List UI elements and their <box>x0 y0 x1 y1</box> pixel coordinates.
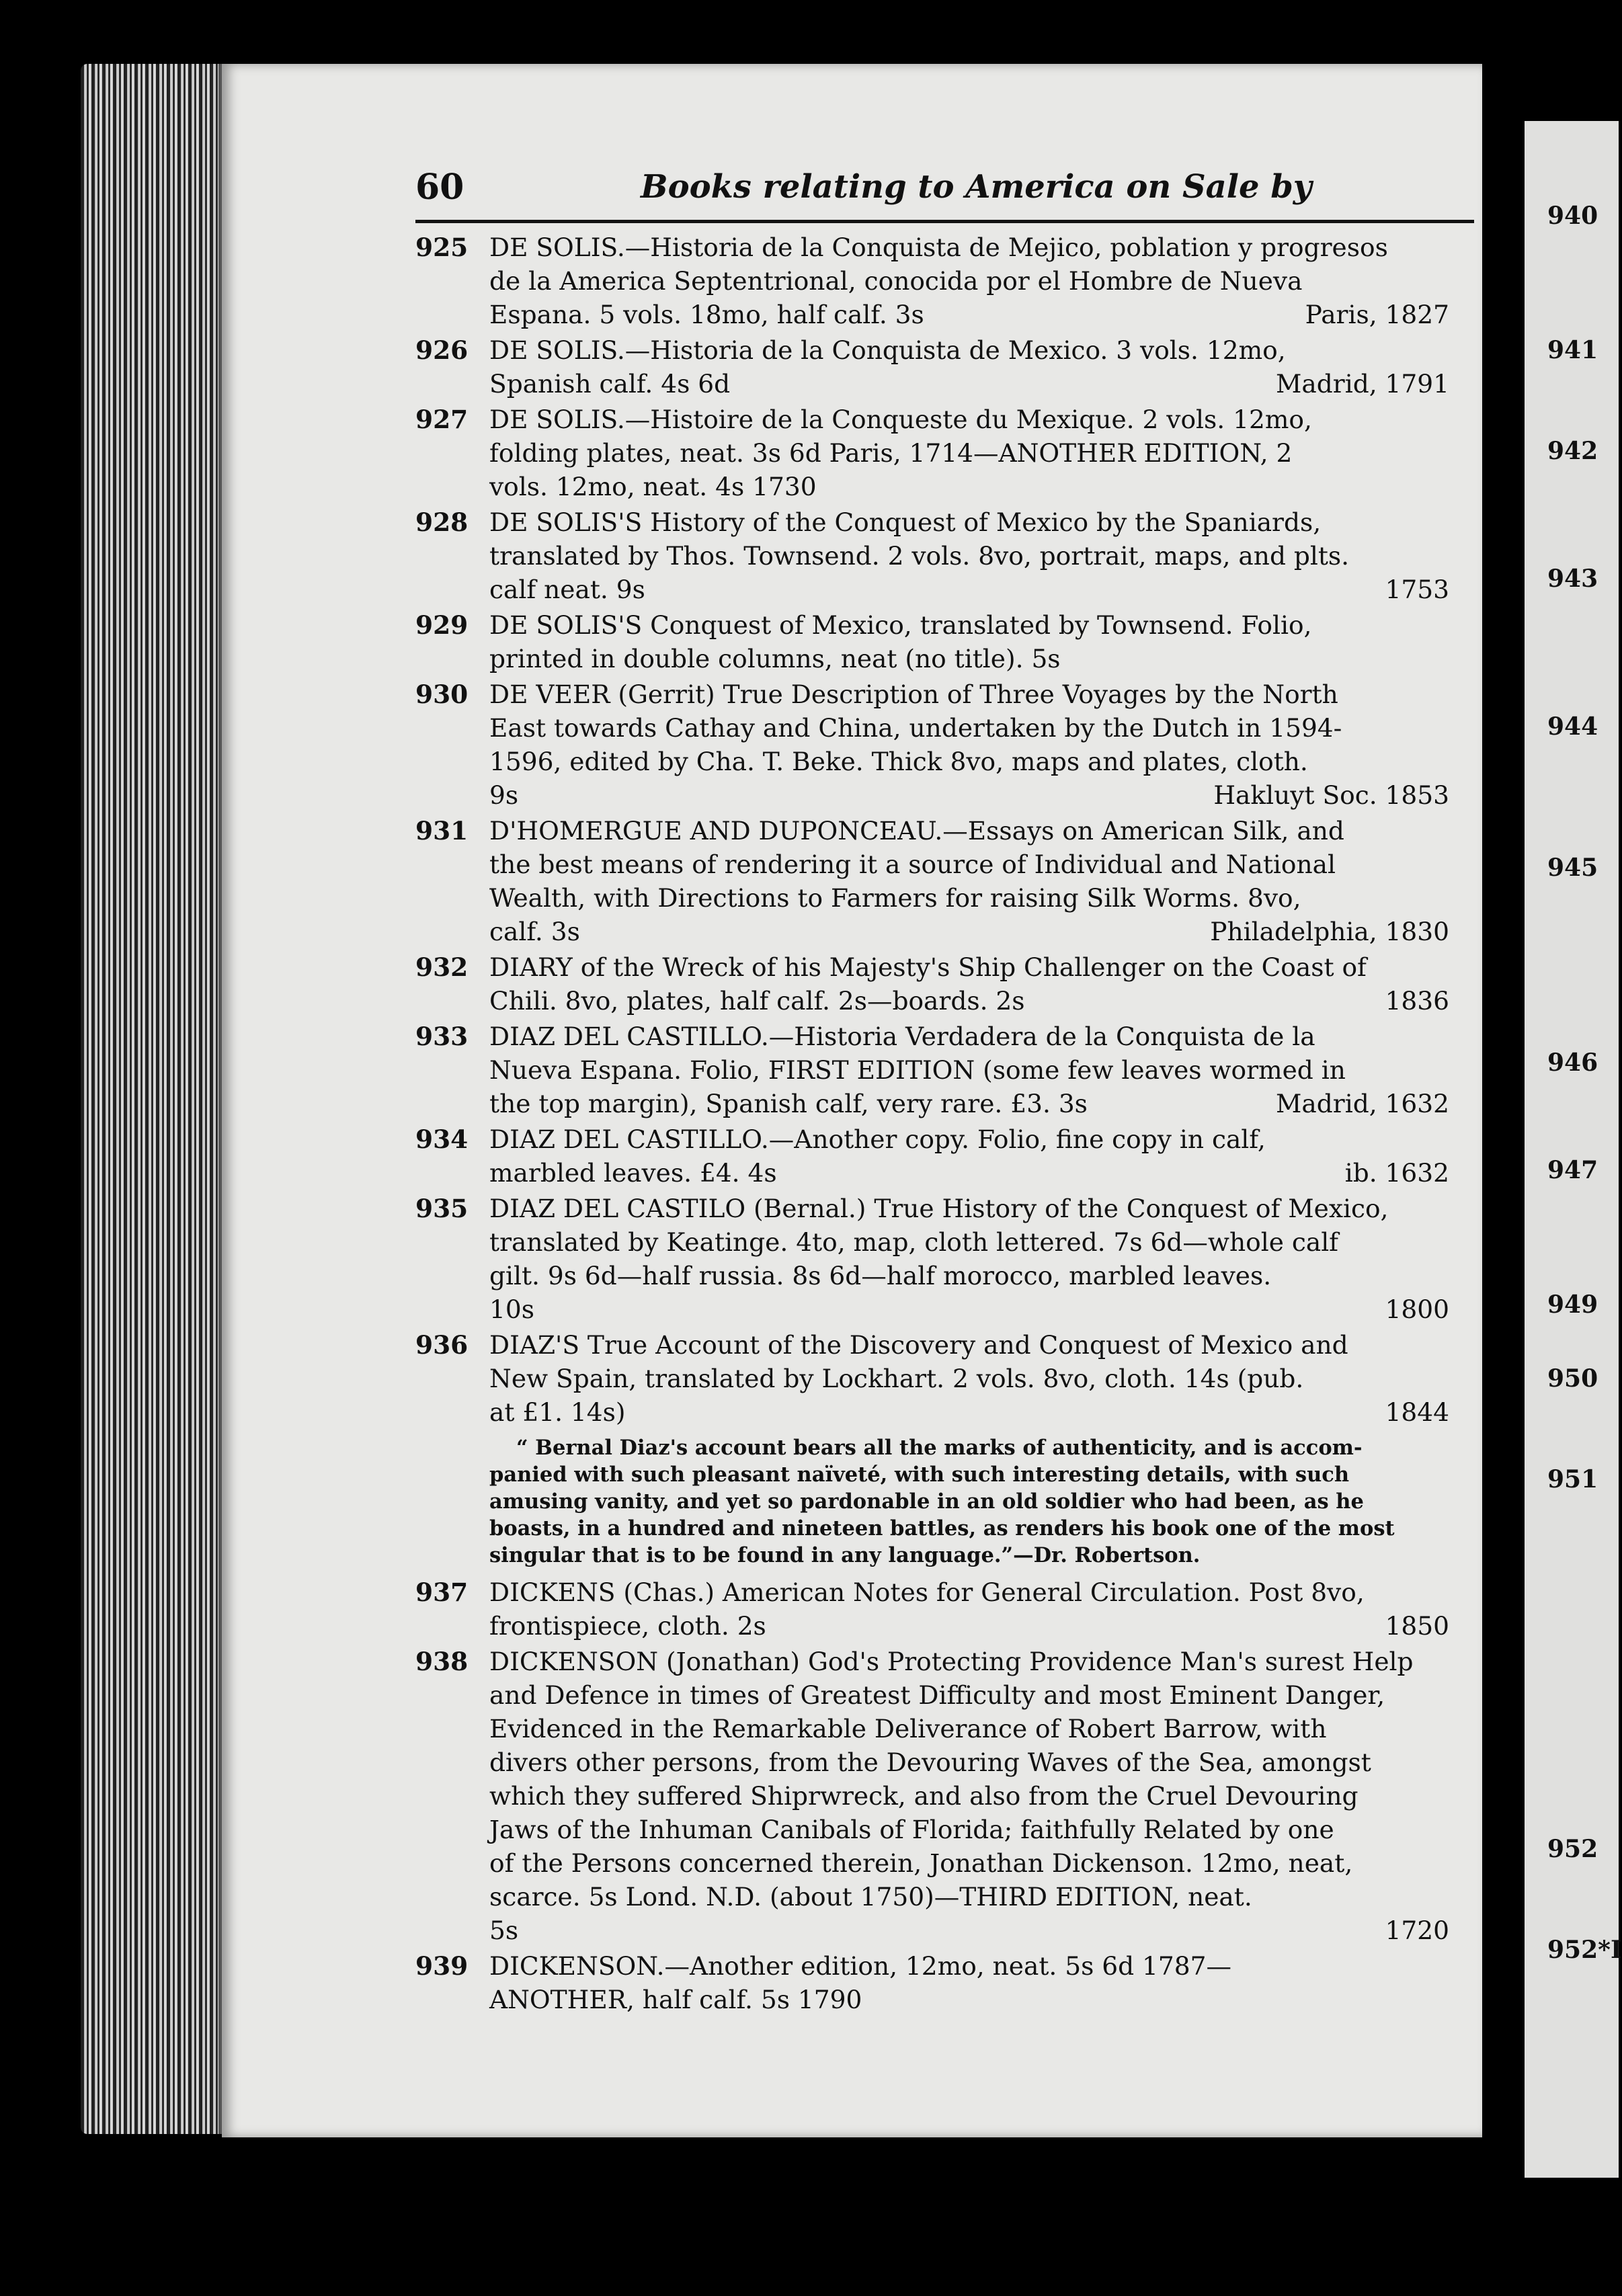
facing-page-number: 947 <box>1547 1156 1598 1184</box>
entry-text: translated by Keatinge. 4to, map, cloth lettered. 7s 6d—whole calf <box>489 1227 1339 1257</box>
entry-line <box>489 1609 1449 1643</box>
entry-line <box>489 470 1449 503</box>
entry-text: DIAZ DEL CASTILLO.—Historia Verdadera de la Conquista de la <box>489 1022 1315 1051</box>
entry-text: DE VEER (Gerrit) True Description of Three Voyages by the North <box>489 680 1338 709</box>
entry-number: 932 <box>415 952 469 982</box>
facing-page-number: 945 <box>1547 854 1598 882</box>
entry-text: 1596, edited by Cha. T. Beke. Thick 8vo, maps and plates, cloth. <box>489 747 1308 776</box>
entry-line <box>489 1779 1449 1813</box>
entry-text: folding plates, neat. 3s 6d Paris, 1714—ANOTHER EDITION, 2 <box>489 438 1293 468</box>
entry-number: 936 <box>415 1330 469 1360</box>
facing-page-number: 941 <box>1547 336 1598 364</box>
entry-line <box>489 367 1449 401</box>
entry-line <box>489 1575 1449 1609</box>
entry-text: Jaws of the Inhuman Canibals of Florida; faithfully Related by one <box>489 1815 1334 1844</box>
entry-text: DICKENSON (Jonathan) God's Protecting Providence Man's surest Help <box>489 1647 1414 1676</box>
entry-line <box>489 403 1449 436</box>
catalogue-entry <box>415 1949 1449 2016</box>
catalogue-entry <box>415 333 1449 401</box>
facing-page-number: 946 <box>1547 1049 1598 1077</box>
entry-number: 937 <box>415 1577 469 1607</box>
catalogue-entry <box>415 1575 1449 1643</box>
facing-page-number: 949 <box>1547 1290 1598 1319</box>
entry-line <box>489 1880 1449 1914</box>
entry-number: 929 <box>415 610 469 640</box>
entry-text: 5s <box>489 1916 519 1945</box>
facing-page-number: 951 <box>1547 1465 1598 1493</box>
entry-text: which they suffered Shiprwreck, and also from the Cruel Devouring <box>489 1781 1359 1811</box>
entry-text: calf. 3s <box>489 917 580 946</box>
entry-text: scarce. 5s Lond. N.D. (about 1750)—THIRD EDITION, neat. <box>489 1882 1252 1912</box>
quote-line: boasts, in a hundred and nineteen battles, as renders his book one of the most <box>489 1516 1395 1541</box>
entry-number: 933 <box>415 1022 469 1051</box>
quote-line: “ Bernal Diaz's account bears all the marks of authenticity, and is accom- <box>516 1436 1363 1460</box>
entry-imprint: Paris, 1827 <box>1305 300 1449 329</box>
entry-text: DE SOLIS.—Histoire de la Conqueste du Mexique. 2 vols. 12mo, <box>489 405 1312 434</box>
entry-text: East towards Cathay and China, undertaken by the Dutch in 1594- <box>489 713 1342 743</box>
entry-text: DIAZ DEL CASTILLO.—Another copy. Folio, fine copy in calf, <box>489 1124 1266 1154</box>
entry-text: Spanish calf. 4s 6d <box>489 369 731 399</box>
entry-text: divers other persons, from the Devouring Waves of the Sea, amongst <box>489 1748 1371 1777</box>
entry-imprint: 1844 <box>1385 1397 1449 1427</box>
catalogue-entry <box>415 231 1449 331</box>
entry-imprint: 1836 <box>1385 986 1449 1016</box>
entry-text: New Spain, translated by Lockhart. 2 vols. 8vo, cloth. 14s (pub. <box>489 1364 1304 1393</box>
entry-line <box>489 848 1449 881</box>
facing-page-number: 940 <box>1547 202 1598 230</box>
entry-line <box>489 1156 1449 1190</box>
entry-line <box>489 1813 1449 1846</box>
catalogue-entry <box>415 1122 1449 1190</box>
entry-text: the best means of rendering it a source of Individual and National <box>489 850 1336 879</box>
entry-text: ANOTHER, half calf. 5s 1790 <box>489 1985 862 2014</box>
entry-line <box>489 642 1449 675</box>
entry-line <box>489 678 1449 711</box>
entry-text: printed in double columns, neat (no title). 5s <box>489 644 1061 673</box>
entry-line <box>489 608 1449 642</box>
entry-number: 927 <box>415 405 469 434</box>
catalogue-entry <box>415 505 1449 606</box>
entry-text: 10s <box>489 1295 534 1324</box>
entry-line <box>489 436 1449 470</box>
entry-text: at £1. 14s) <box>489 1397 626 1427</box>
entry-text: the top margin), Spanish calf, very rare. £3. 3s <box>489 1089 1088 1118</box>
entry-line <box>489 573 1449 606</box>
entry-number: 939 <box>415 1951 469 1981</box>
entry-line <box>489 814 1449 848</box>
entry-text: DE SOLIS.—Historia de la Conquista de Mejico, poblation y progresos <box>489 233 1388 262</box>
entry-line <box>489 264 1449 298</box>
entry-line <box>489 1746 1449 1779</box>
running-head: Books relating to America on Sale by <box>641 168 1312 206</box>
entry-text: translated by Thos. Townsend. 2 vols. 8vo, portrait, maps, and plts. <box>489 541 1350 571</box>
entry-text: Espana. 5 vols. 18mo, half calf. 3s <box>489 300 924 329</box>
entry-text: DE SOLIS'S History of the Conquest of Mexico by the Spaniards, <box>489 507 1322 537</box>
catalogue-entry <box>415 814 1449 948</box>
entry-text: 9s <box>489 780 519 810</box>
entry-text: Evidenced in the Remarkable Deliverance of Robert Barrow, with <box>489 1714 1327 1744</box>
quote-line: amusing vanity, and yet so pardonable in an old soldier who had been, as he <box>489 1489 1364 1514</box>
entry-imprint: Madrid, 1791 <box>1276 369 1449 399</box>
entry-text: DE SOLIS'S Conquest of Mexico, translated by Townsend. Folio, <box>489 610 1312 640</box>
entry-text: frontispiece, cloth. 2s <box>489 1611 766 1641</box>
catalogue-entry <box>415 1645 1449 1947</box>
entry-text: Chili. 8vo, plates, half calf. 2s—boards. 2s <box>489 986 1025 1016</box>
catalogue-entry <box>415 1328 1449 1429</box>
facing-page-number: 944 <box>1547 712 1598 741</box>
entry-line <box>489 984 1449 1018</box>
entry-number: 934 <box>415 1124 469 1154</box>
entry-text: DIAZ DEL CASTILO (Bernal.) True History of the Conquest of Mexico, <box>489 1194 1389 1223</box>
entry-line <box>489 881 1449 915</box>
entry-text: D'HOMERGUE AND DUPONCEAU.—Essays on American Silk, and <box>489 816 1344 846</box>
facing-page-number: 950 <box>1547 1364 1598 1393</box>
entry-text: DIAZ'S True Account of the Discovery and Conquest of Mexico and <box>489 1330 1348 1360</box>
facing-page-number: 942 <box>1547 437 1598 465</box>
entry-text: DE SOLIS.—Historia de la Conquista de Mexico. 3 vols. 12mo, <box>489 335 1286 365</box>
entry-imprint: 1800 <box>1385 1295 1449 1324</box>
catalogue-entry <box>415 1192 1449 1326</box>
entry-text: calf neat. 9s <box>489 575 645 604</box>
entry-number: 938 <box>415 1647 469 1676</box>
entry-text: vols. 12mo, neat. 4s 1730 <box>489 472 817 501</box>
entry-line <box>489 539 1449 573</box>
entry-text: gilt. 9s 6d—half russia. 8s 6d—half morocco, marbled leaves. <box>489 1261 1272 1290</box>
catalogue-entry <box>415 950 1449 1018</box>
entry-imprint: Philadelphia, 1830 <box>1210 917 1449 946</box>
catalogue-entry <box>415 678 1449 812</box>
entry-line <box>489 1122 1449 1156</box>
entry-line <box>489 950 1449 984</box>
entry-number: 931 <box>415 816 469 846</box>
catalogue-entry <box>415 403 1449 503</box>
entry-line <box>489 1362 1449 1395</box>
entry-text: DICKENS (Chas.) American Notes for General Circulation. Post 8vo, <box>489 1577 1365 1607</box>
entry-number: 926 <box>415 335 469 365</box>
entry-line <box>489 778 1449 812</box>
entry-text: DIARY of the Wreck of his Majesty's Ship Challenger on the Coast of <box>489 952 1367 982</box>
entry-line <box>489 1020 1449 1053</box>
quote-line: panied with such pleasant naïveté, with such interesting details, with such <box>489 1463 1350 1487</box>
entry-line <box>489 333 1449 367</box>
page-number: 60 <box>415 167 464 208</box>
entry-line <box>489 1949 1449 1983</box>
facing-page-edge <box>1525 121 1619 2178</box>
entry-text: Wealth, with Directions to Farmers for raising Silk Worms. 8vo, <box>489 883 1301 913</box>
entry-line <box>489 1087 1449 1120</box>
entry-line <box>489 1225 1449 1259</box>
entry-imprint: ib. 1632 <box>1344 1158 1449 1188</box>
entry-number: 930 <box>415 680 469 709</box>
robertson-quote <box>415 1434 1449 1569</box>
entry-number: 928 <box>415 507 469 537</box>
facing-page-number: 952 <box>1547 1835 1598 1863</box>
entry-text: of the Persons concerned therein, Jonathan Dickenson. 12mo, neat, <box>489 1848 1353 1878</box>
entry-number: 925 <box>415 233 469 262</box>
entry-text: Nueva Espana. Folio, FIRST EDITION (some few leaves wormed in <box>489 1055 1346 1085</box>
entry-line <box>489 231 1449 264</box>
entry-line <box>489 1678 1449 1712</box>
facing-page-number: 943 <box>1547 565 1598 593</box>
entry-line <box>489 1053 1449 1087</box>
catalogue-entry <box>415 608 1449 675</box>
entry-line <box>489 1259 1449 1293</box>
catalogue-entry <box>415 1020 1449 1120</box>
entry-line <box>489 711 1449 745</box>
entry-imprint: 1850 <box>1385 1611 1449 1641</box>
entry-line <box>489 298 1449 331</box>
quote-line: singular that is to be found in any language.”—Dr. Robertson. <box>489 1543 1201 1567</box>
entry-line <box>489 1395 1449 1429</box>
page-header <box>415 167 1471 220</box>
header-rule <box>415 220 1474 223</box>
entry-imprint: 1720 <box>1385 1916 1449 1945</box>
entry-line <box>489 1914 1449 1947</box>
entry-imprint: 1753 <box>1385 575 1449 604</box>
entry-text: de la America Septentrional, conocida por el Hombre de Nueva <box>489 266 1303 296</box>
entry-text: and Defence in times of Greatest Difficulty and most Eminent Danger, <box>489 1680 1385 1710</box>
entry-line <box>489 915 1449 948</box>
entry-line <box>489 1293 1449 1326</box>
book-fore-edge <box>81 64 218 2134</box>
entry-line <box>489 1328 1449 1362</box>
entry-number: 935 <box>415 1194 469 1223</box>
entry-text: DICKENSON.—Another edition, 12mo, neat. 5s 6d 1787— <box>489 1951 1231 1981</box>
entry-text: marbled leaves. £4. 4s <box>489 1158 777 1188</box>
entry-line <box>489 745 1449 778</box>
entry-imprint: Madrid, 1632 <box>1276 1089 1449 1118</box>
entry-line <box>489 1983 1449 2016</box>
entry-line <box>489 1645 1449 1678</box>
entry-line <box>489 505 1449 539</box>
entry-imprint: Hakluyt Soc. 1853 <box>1213 780 1449 810</box>
entry-line <box>489 1192 1449 1225</box>
entry-line <box>489 1712 1449 1746</box>
catalogue-entries <box>415 231 1449 2018</box>
entry-line <box>489 1846 1449 1880</box>
facing-page-number: 952*I <box>1547 1936 1622 1964</box>
